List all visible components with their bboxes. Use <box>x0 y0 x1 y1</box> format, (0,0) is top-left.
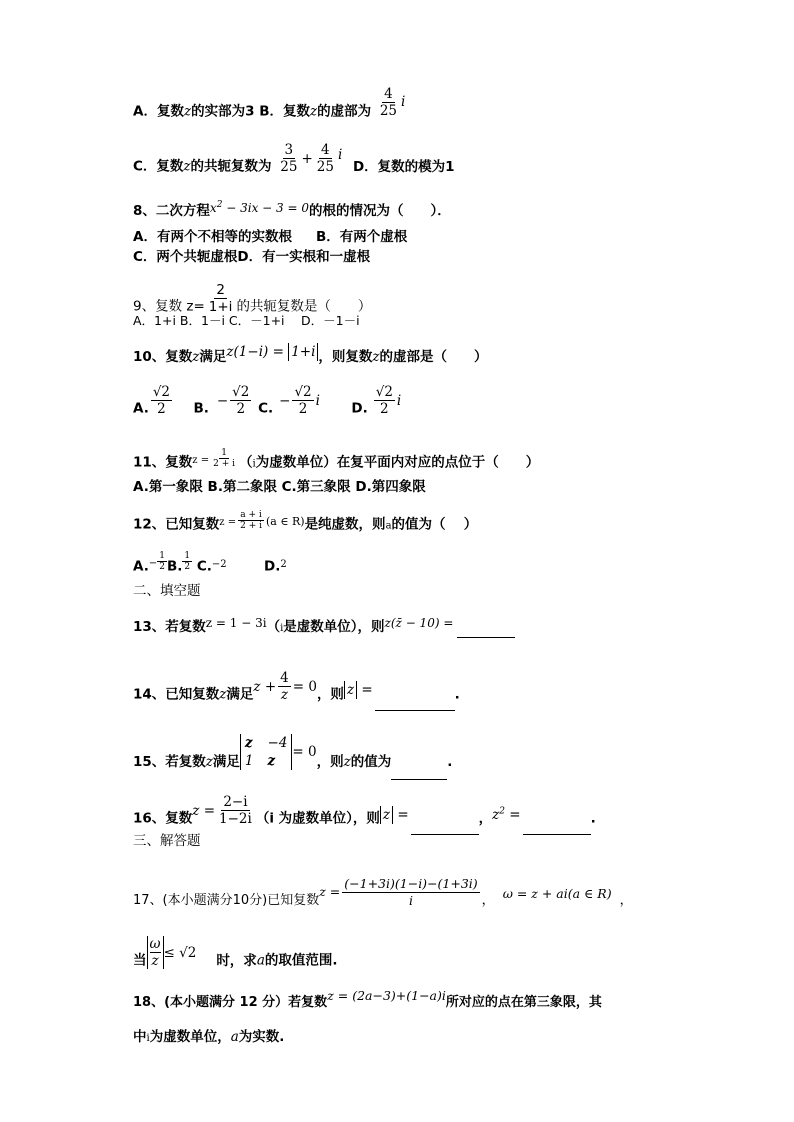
q8-options-cd: C．两个共轭虚根D．有一实根和一虚根 <box>133 249 371 265</box>
q8-options-ab: A．有两个不相等的实数根 B．有两个虚根 <box>133 229 408 245</box>
q11-options: A.第一象限 B.第二象限 C.第三象限 D.第四象限 <box>133 479 426 495</box>
q12-a-fraction: $\frac{1}{2}$ <box>159 551 165 572</box>
q17-abs-fraction: $\frac{\omega}{z}$ <box>147 936 164 969</box>
q18-stem: 18、(本小题满分 12 分）若复数z = (2a−3)+(1−a)i所对应的点在第三象限，其 <box>133 988 602 1010</box>
q10-stem: 10、复数z满足z(1−i) = 1+i ，则复数z的虚部是（ ） <box>133 344 488 365</box>
q15-answer-blank[interactable] <box>391 765 447 780</box>
q9-stem: 9、复数 z= $\frac{2}{1+i}$ 的共轭复数是（ ） <box>133 282 372 315</box>
q10-options: A. $\frac{√2}{2}$ B. − $\frac{√2}{2}$ C. − $\frac{√2}{2}$ i D. $\frac{√2}{2}$ i <box>133 384 402 417</box>
q7-c-fraction-2: $\frac{4}{25}$ <box>316 142 334 175</box>
q17-fraction: $\frac{(-1+3i)(1-i)-(1+3i)}{i}$ <box>344 876 478 908</box>
q12-stem: 12、已知复数$^{z =}$ $\frac{a + i}{2 + i}$ $^{(a \in R)}$是纯虚数，则a的值为（ ） <box>133 510 478 533</box>
q10-c-fraction: $\frac{√2}{2}$ <box>294 384 312 417</box>
q17-condition: 当 $\frac{\omega}{z}$ ≤ √2 时，求a的取值范围. <box>133 936 338 969</box>
q10-d-fraction: $\frac{√2}{2}$ <box>375 384 393 417</box>
q7-option-cd: C．复数z的共轭复数为 $\frac{3}{25}$ + $\frac{4}{25}$ i D．复数的模为1 <box>133 142 455 175</box>
q14-fraction: $\frac{4}{z}$ <box>280 670 289 703</box>
q11-fraction: $\frac{1}{2 + i}$ <box>213 448 235 469</box>
q8-stem: 8、二次方程$x^2 - 3ix - 3 = 0$的根的情况为（ ）． <box>133 200 451 219</box>
q7-c-fraction-1: $\frac{3}{25}$ <box>280 142 298 175</box>
q12-options: A.− $\frac{1}{2}$ B. $\frac{1}{2}$ C.$^{-2}$ D.$^2$ <box>133 551 287 575</box>
q14-stem: 14、已知复数z满足z + $\frac{4}{z}$ = 0，则 z = . <box>133 678 460 711</box>
q10-b-fraction: $\frac{√2}{2}$ <box>232 384 250 417</box>
q16-answer-blank-1[interactable] <box>411 820 479 835</box>
q15-determinant: z −4 1 z <box>240 734 293 770</box>
q10-a-fraction: $\frac{√2}{2}$ <box>152 384 171 417</box>
q16-stem: 16、复数z = $\frac{2-i}{1-2i}$ （i 为虚数单位），则 z = ，$z^2$ = . <box>133 802 596 835</box>
q11-stem: 11、复数$^{z =}$ $\frac{1}{2 + i}$ （i为虚数单位）在复平面内对应的点位于（ ） <box>133 448 540 471</box>
q18-stem-line2: 中i为虚数单位，a为实数. <box>133 1029 285 1045</box>
q9-fraction: $\frac{2}{1+i}$ <box>208 282 233 315</box>
q7-b-fraction: $\frac{4}{25}$ <box>379 86 397 119</box>
q13-stem: 13、若复数z = 1 − 3i（i是虚数单位），则z(z̄ − 10) = <box>133 618 515 638</box>
q12-fraction: $\frac{a + i}{2 + i}$ <box>240 510 262 531</box>
section-fill-in-title: 二、填空题 <box>133 583 201 599</box>
section-solve-title: 三、解答题 <box>133 833 201 849</box>
q9-options: A．1+i B．1－i C．－1+i D．－1－i <box>133 313 360 328</box>
q15-stem: 15、若复数z满足 z −4 1 z = 0，则z的值为 . <box>133 744 452 780</box>
q13-answer-blank[interactable] <box>457 623 515 638</box>
q14-answer-blank[interactable] <box>375 696 455 711</box>
q12-b-fraction: $\frac{1}{2}$ <box>184 551 191 572</box>
q16-answer-blank-2[interactable] <box>523 820 591 835</box>
q16-fraction: $\frac{2-i}{1-2i}$ <box>219 794 252 827</box>
q17-stem: 17、(本小题满分10分)已知复数z = $\frac{(-1+3i)(1-i)-(1+3i)}{i}$ ， ω = z + ai(a ∈ R) ， <box>133 876 633 908</box>
q7-option-ab: A．复数z的实部为3 B．复数z的虚部为 $\frac{4}{25}$ i <box>133 86 406 120</box>
